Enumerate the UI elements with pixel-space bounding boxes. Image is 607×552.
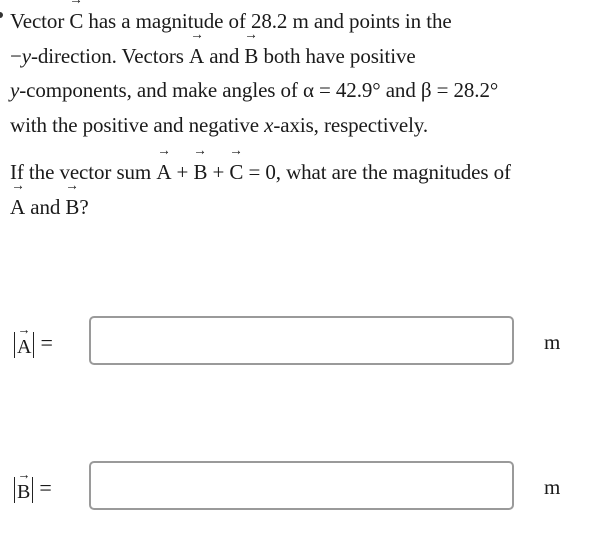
magnitude-b-input[interactable] [89, 461, 514, 510]
text-segment: Vector [10, 9, 70, 33]
vector-a: → A [10, 190, 25, 225]
bullet-dot [0, 12, 3, 18]
variable-y: y [21, 43, 31, 68]
text-segment: -direction. Vectors [30, 43, 189, 68]
vector-a: → A [189, 39, 204, 74]
text-segment: = 28.2° [431, 78, 499, 102]
problem-statement [10, 4, 600, 142]
text-segment: = 0, what are the magnitudes of [243, 160, 511, 184]
text-segment: ? [79, 194, 89, 219]
vector-b: → B [244, 39, 258, 74]
variable-x: x [264, 112, 274, 137]
answer-row-b [0, 461, 607, 515]
absolute-value-bars [14, 332, 34, 358]
equals-sign: = [39, 475, 52, 500]
vector-b: → B [17, 477, 30, 507]
magnitude-b-label [14, 471, 52, 505]
beta-symbol: β [420, 78, 432, 102]
variable-y: y [10, 78, 20, 102]
text-segment: has a magnitude of 28.2 m and points in the [83, 9, 452, 33]
equals-sign: = [40, 330, 53, 355]
vector-c: → C [69, 4, 83, 39]
absolute-value-bars [14, 477, 33, 503]
answer-row-a [0, 316, 607, 370]
unit-label-a: m [544, 330, 561, 354]
question-text [10, 155, 602, 224]
minus-sign: − [10, 43, 22, 68]
vector-a: → A [17, 332, 31, 362]
plus-sign: + [207, 160, 230, 184]
vector-a: → A [156, 155, 171, 190]
text-segment: If the vector sum [10, 160, 157, 184]
text-segment: and [204, 43, 245, 68]
unit-label-b: m [544, 475, 561, 499]
magnitude-a-input[interactable] [89, 316, 514, 365]
vector-b: → B [65, 190, 79, 225]
text-segment: both have positive [258, 43, 416, 68]
vector-c: → C [229, 155, 243, 190]
vector-b: → B [193, 155, 207, 190]
text-segment: -components, and make angles of [19, 78, 303, 102]
magnitude-a-label [14, 326, 53, 360]
alpha-symbol: α [302, 78, 314, 102]
text-segment: = 42.9° and [313, 78, 421, 102]
text-segment: -axis, respectively. [273, 112, 428, 137]
text-segment: with the positive and negative [10, 112, 265, 137]
text-segment: and [25, 194, 66, 219]
plus-sign: + [171, 160, 194, 184]
